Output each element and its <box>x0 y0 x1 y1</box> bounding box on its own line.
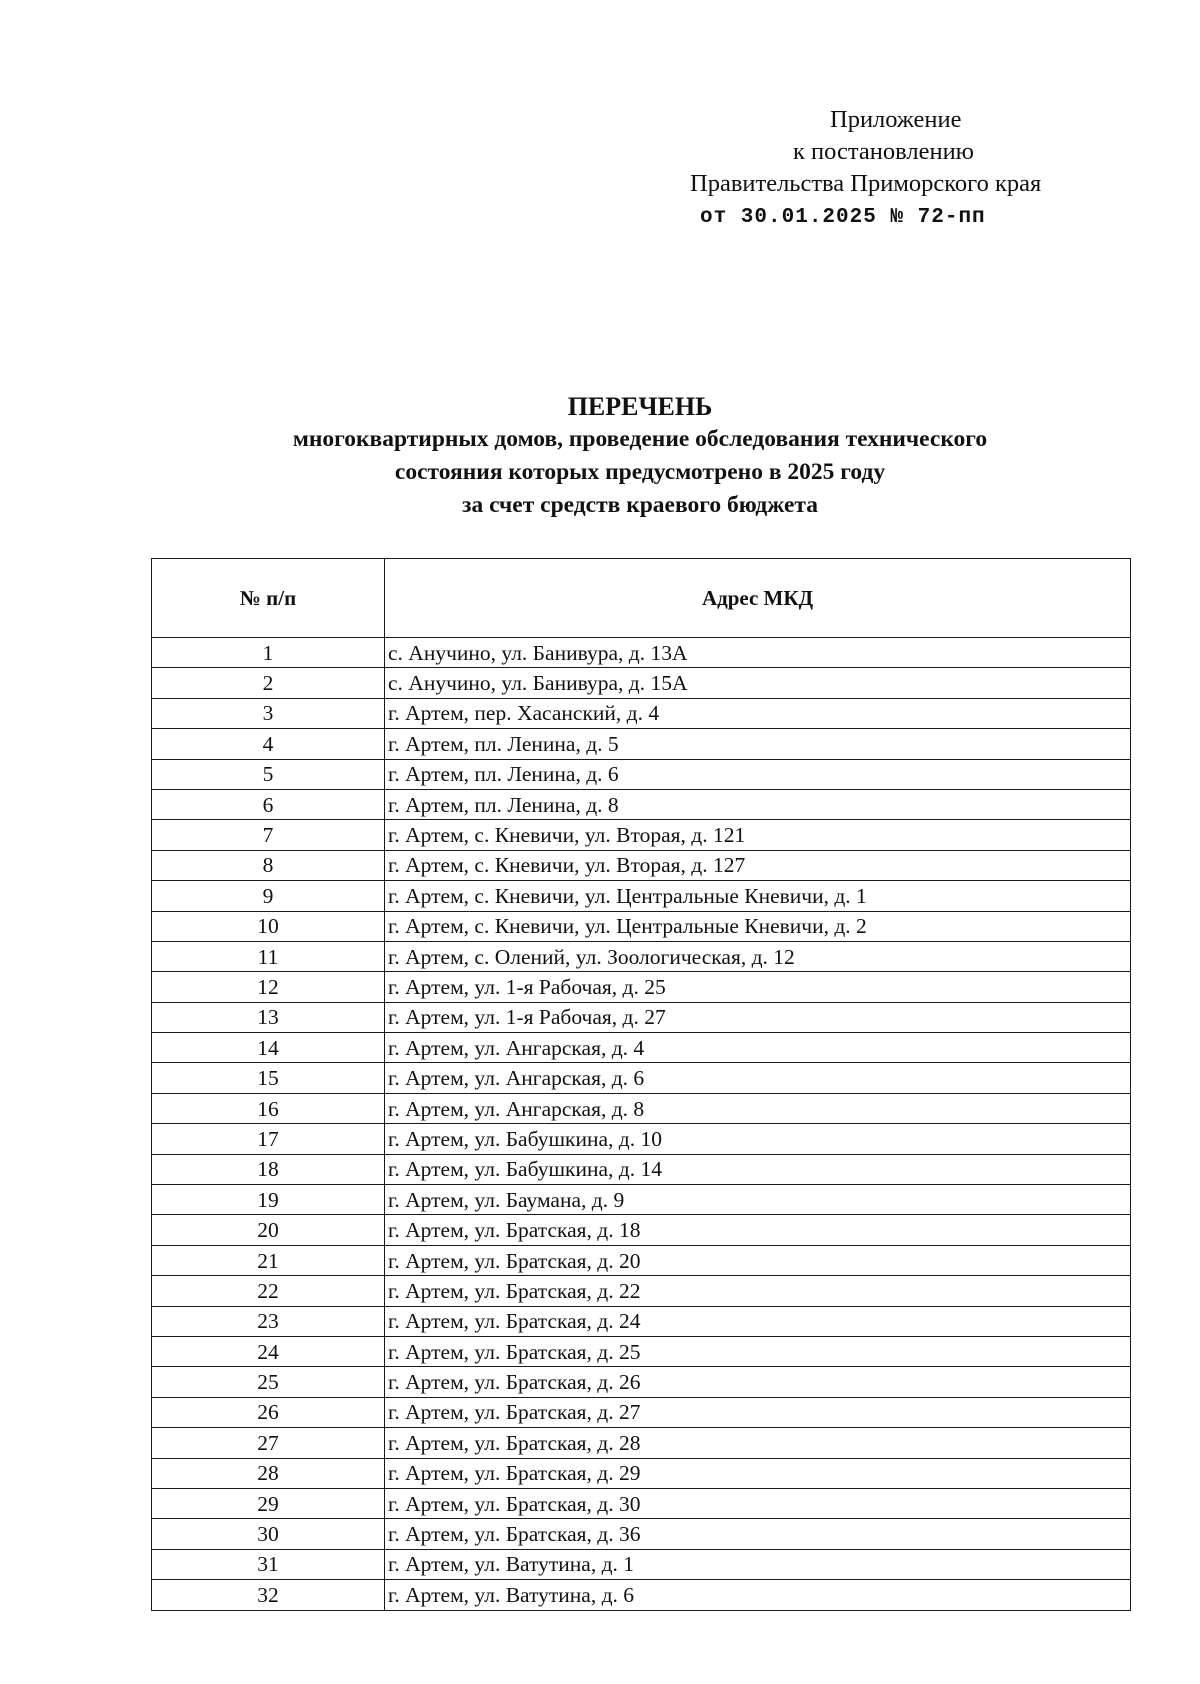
row-number: 4 <box>152 729 385 759</box>
appendix-date-number: от 30.01.2025 № 72-пп <box>700 206 986 229</box>
table-row <box>152 759 1131 789</box>
table-row <box>152 1002 1131 1032</box>
table-row <box>152 668 1131 698</box>
row-address: с. Анучино, ул. Банивура, д. 13А <box>385 638 1131 668</box>
appendix-label: Приложение <box>830 106 962 133</box>
row-number: 16 <box>152 1093 385 1123</box>
row-number: 17 <box>152 1124 385 1154</box>
header-address: Адрес МКД <box>385 559 1131 638</box>
row-address: г. Артем, пл. Ленина, д. 5 <box>385 729 1131 759</box>
row-address: с. Анучино, ул. Банивура, д. 15А <box>385 668 1131 698</box>
row-number: 3 <box>152 698 385 728</box>
row-number: 28 <box>152 1458 385 1488</box>
table-row <box>152 1033 1131 1063</box>
table-row <box>152 850 1131 880</box>
title-line-2: состояния которых предусмотрено в 2025 году <box>394 459 886 485</box>
table-row <box>152 941 1131 971</box>
table-row <box>152 1154 1131 1184</box>
row-address: г. Артем, ул. Ангарская, д. 6 <box>385 1063 1131 1093</box>
header-number: № п/п <box>152 559 385 638</box>
row-number: 15 <box>152 1063 385 1093</box>
table-row <box>152 1519 1131 1549</box>
row-number: 26 <box>152 1397 385 1427</box>
table-row <box>152 1336 1131 1366</box>
document-title <box>150 390 1130 522</box>
row-number: 21 <box>152 1245 385 1275</box>
row-number: 2 <box>152 668 385 698</box>
table-row <box>152 972 1131 1002</box>
row-number: 20 <box>152 1215 385 1245</box>
row-address: г. Артем, пл. Ленина, д. 8 <box>385 789 1131 819</box>
table-row <box>152 698 1131 728</box>
row-address: г. Артем, ул. Братская, д. 18 <box>385 1215 1131 1245</box>
row-number: 32 <box>152 1580 385 1610</box>
table-row <box>152 1124 1131 1154</box>
table-row <box>152 1063 1131 1093</box>
row-address: г. Артем, пер. Хасанский, д. 4 <box>385 698 1131 728</box>
appendix-header <box>690 104 1110 234</box>
row-number: 22 <box>152 1276 385 1306</box>
row-number: 25 <box>152 1367 385 1397</box>
row-number: 14 <box>152 1033 385 1063</box>
row-number: 29 <box>152 1488 385 1518</box>
row-address: г. Артем, с. Кневичи, ул. Вторая, д. 127 <box>385 850 1131 880</box>
row-number: 18 <box>152 1154 385 1184</box>
table-row <box>152 729 1131 759</box>
table-row <box>152 820 1131 850</box>
row-address: г. Артем, ул. Братская, д. 20 <box>385 1245 1131 1275</box>
row-address: г. Артем, ул. Бабушкина, д. 10 <box>385 1124 1131 1154</box>
table-row <box>152 881 1131 911</box>
title-line-3: за счет средств краевого бюджета <box>462 492 818 518</box>
row-address: г. Артем, ул. Ангарская, д. 4 <box>385 1033 1131 1063</box>
row-address: г. Артем, пл. Ленина, д. 6 <box>385 759 1131 789</box>
row-number: 19 <box>152 1185 385 1215</box>
row-address: г. Артем, ул. Братская, д. 29 <box>385 1458 1131 1488</box>
row-number: 11 <box>152 941 385 971</box>
row-number: 23 <box>152 1306 385 1336</box>
row-address: г. Артем, ул. Ватутина, д. 1 <box>385 1549 1131 1579</box>
row-number: 8 <box>152 850 385 880</box>
table-header-row <box>152 559 1131 638</box>
table-row <box>152 789 1131 819</box>
row-address: г. Артем, ул. Братская, д. 30 <box>385 1488 1131 1518</box>
table-row <box>152 911 1131 941</box>
row-number: 7 <box>152 820 385 850</box>
row-address: г. Артем, ул. Братская, д. 28 <box>385 1428 1131 1458</box>
row-address: г. Артем, с. Кневичи, ул. Вторая, д. 121 <box>385 820 1131 850</box>
row-address: г. Артем, с. Олений, ул. Зоологическая, д. 12 <box>385 941 1131 971</box>
table-row <box>152 1215 1131 1245</box>
row-address: г. Артем, ул. Братская, д. 22 <box>385 1276 1131 1306</box>
table-row <box>152 1580 1131 1610</box>
row-number: 24 <box>152 1336 385 1366</box>
row-address: г. Артем, ул. Братская, д. 27 <box>385 1397 1131 1427</box>
row-address: г. Артем, ул. Ангарская, д. 8 <box>385 1093 1131 1123</box>
table-row <box>152 1458 1131 1488</box>
table-row <box>152 1306 1131 1336</box>
appendix-to-resolution: к постановлению <box>793 138 974 165</box>
title-heading: ПЕРЕЧЕНЬ <box>567 392 713 421</box>
row-number: 9 <box>152 881 385 911</box>
row-address: г. Артем, ул. Братская, д. 25 <box>385 1336 1131 1366</box>
table-row <box>152 1245 1131 1275</box>
table-row <box>152 1488 1131 1518</box>
row-address: г. Артем, ул. Братская, д. 24 <box>385 1306 1131 1336</box>
row-address: г. Артем, ул. Баумана, д. 9 <box>385 1185 1131 1215</box>
row-address: г. Артем, ул. 1-я Рабочая, д. 27 <box>385 1002 1131 1032</box>
row-address: г. Артем, ул. 1-я Рабочая, д. 25 <box>385 972 1131 1002</box>
table-row <box>152 1428 1131 1458</box>
row-number: 5 <box>152 759 385 789</box>
table-row <box>152 1549 1131 1579</box>
row-number: 30 <box>152 1519 385 1549</box>
table-row <box>152 1276 1131 1306</box>
row-number: 31 <box>152 1549 385 1579</box>
row-number: 13 <box>152 1002 385 1032</box>
row-number: 10 <box>152 911 385 941</box>
row-number: 27 <box>152 1428 385 1458</box>
row-address: г. Артем, ул. Братская, д. 26 <box>385 1367 1131 1397</box>
table-row <box>152 1397 1131 1427</box>
appendix-government: Правительства Приморского края <box>690 170 1042 197</box>
row-number: 6 <box>152 789 385 819</box>
row-address: г. Артем, с. Кневичи, ул. Центральные Кневичи, д. 2 <box>385 911 1131 941</box>
row-address: г. Артем, ул. Ватутина, д. 6 <box>385 1580 1131 1610</box>
row-number: 12 <box>152 972 385 1002</box>
row-number: 1 <box>152 638 385 668</box>
table-row <box>152 1367 1131 1397</box>
table-row <box>152 1185 1131 1215</box>
table-row <box>152 638 1131 668</box>
row-address: г. Артем, ул. Бабушкина, д. 14 <box>385 1154 1131 1184</box>
row-address: г. Артем, ул. Братская, д. 36 <box>385 1519 1131 1549</box>
address-table <box>151 558 1131 1611</box>
table-body <box>152 638 1131 1611</box>
table-row <box>152 1093 1131 1123</box>
row-address: г. Артем, с. Кневичи, ул. Центральные Кневичи, д. 1 <box>385 881 1131 911</box>
title-line-1: многоквартирных домов, проведение обследования технического <box>292 426 988 452</box>
